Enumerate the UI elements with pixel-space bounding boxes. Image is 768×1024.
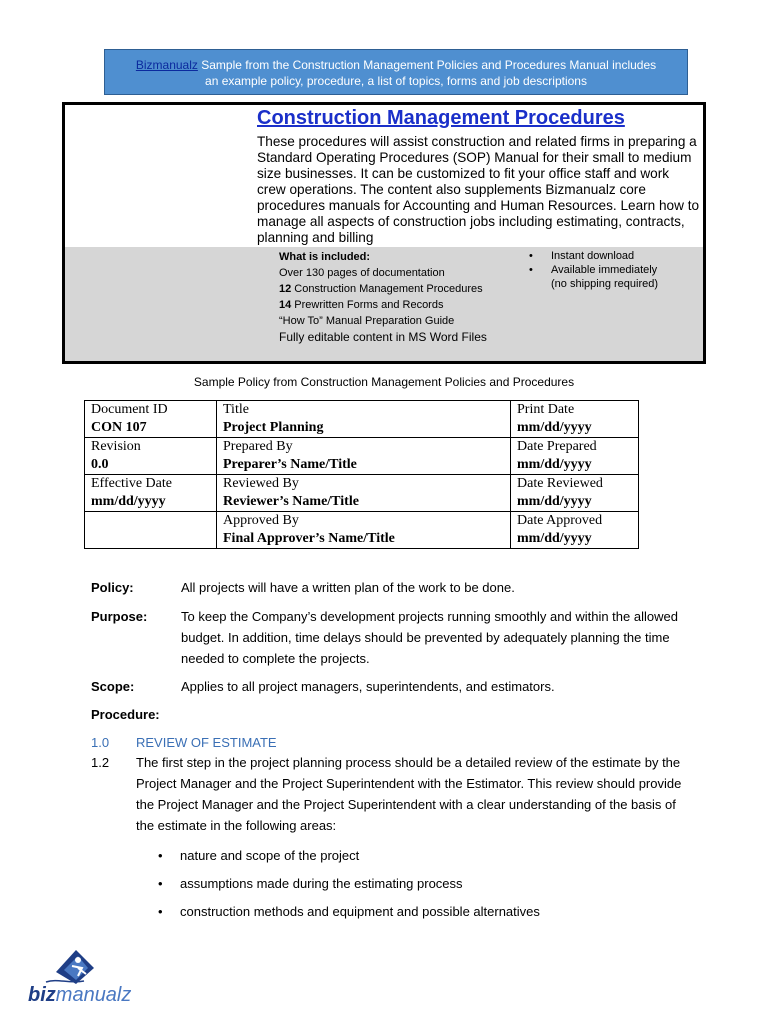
- logo-wordmark: bizmanualz: [28, 984, 132, 1006]
- banner-line-1: [105, 57, 687, 73]
- included-list: [279, 249, 487, 345]
- sample-caption: Sample Policy from Construction Management Policies and Procedures: [193, 375, 575, 389]
- table-row: [85, 401, 639, 438]
- step-title: REVIEW OF ESTIMATE: [136, 735, 277, 750]
- table-row: [85, 512, 639, 549]
- bullet-item: • Instant download: [529, 250, 635, 262]
- table-cell: Date Approved mm/dd/yyyy: [511, 512, 639, 549]
- included-heading: What is included:: [279, 251, 371, 263]
- table-cell: Document ID CON 107: [85, 401, 217, 438]
- runner-icon: [28, 948, 138, 988]
- included-item-last: Fully editable content in MS Word Files: [279, 330, 487, 344]
- step-text: The first step in the project planning process should be a detailed review of the estimate by the Project Manager and the Project Superintendent with the Estimator. This review should provide the Project Manager and the Project Superintendent with a clear understanding of the basis of the estimate in the following areas:: [136, 755, 682, 833]
- table-cell: Date Prepared mm/dd/yyyy: [511, 438, 639, 475]
- list-item: • assumptions made during the estimating process: [158, 876, 463, 891]
- step-number: 1.0: [91, 735, 110, 750]
- policy-text: All projects will have a written plan of the work to be done.: [181, 580, 515, 595]
- table-cell: Date Reviewed mm/dd/yyyy: [511, 475, 639, 512]
- banner-line-1-text: Sample from the Construction Management Policies and Procedures Manual includes: [197, 58, 657, 72]
- list-item: • nature and scope of the project: [158, 848, 360, 863]
- policy-label: Policy:: [91, 580, 134, 595]
- table-cell: Print Date mm/dd/yyyy: [511, 401, 639, 438]
- table-cell: Effective Date mm/dd/yyyy: [85, 475, 217, 512]
- estimate-areas-list: [158, 842, 540, 926]
- list-item: • construction methods and equipment and possible alternatives: [158, 904, 540, 919]
- included-item: Over 130 pages of documentation: [279, 267, 445, 279]
- table-cell: Reviewed By Reviewer’s Name/Title: [217, 475, 511, 512]
- table-row: [85, 438, 639, 475]
- purpose-text: To keep the Company’s development projects running smoothly and within the allowed budget. In addition, time delays should be prevented by adequately planning the time needed to complete the projects.: [181, 609, 678, 666]
- scope-label: Scope:: [91, 679, 135, 694]
- table-cell: Revision 0.0: [85, 438, 217, 475]
- sample-banner: [104, 49, 688, 95]
- table-cell: Approved By Final Approver’s Name/Title: [217, 512, 511, 549]
- scope-text: Applies to all project managers, superintendents, and estimators.: [181, 679, 555, 694]
- step-number: 1.2: [91, 755, 110, 770]
- promo-box: [62, 102, 706, 364]
- purpose-label: Purpose:: [91, 609, 148, 624]
- table-cell: Title Project Planning: [217, 401, 511, 438]
- promo-description: These procedures will assist construction and related firms in preparing a Standard Operating Procedures (SOP) Manual for their small to medium size businesses. It can be customized to fit your office staff and work crew operations. The content also supplements Bizmanualz core procedures manuals for Accounting and Human Resources. Learn how to manage all aspects of construction jobs including estimating, contracts, planning and billing: [257, 134, 700, 245]
- promo-features-panel: [65, 247, 703, 361]
- promo-title-link[interactable]: Construction Management Procedures: [257, 107, 625, 129]
- bizmanualz-logo: [28, 948, 138, 1010]
- table-row: [85, 475, 639, 512]
- included-item: 14 Prewritten Forms and Records: [279, 299, 444, 311]
- table-cell: [85, 512, 217, 549]
- document-info-table: [84, 400, 639, 549]
- bullet-item: • Available immediately: [529, 264, 658, 276]
- included-item: “How To” Manual Preparation Guide: [279, 315, 455, 327]
- bizmanualz-link[interactable]: Bizmanualz: [135, 58, 198, 72]
- bullet-item-continuation: (no shipping required): [551, 278, 659, 290]
- delivery-bullets: [527, 249, 658, 291]
- procedure-label: Procedure:: [91, 707, 160, 722]
- table-cell: Prepared By Preparer’s Name/Title: [217, 438, 511, 475]
- banner-line-2: an example policy, procedure, a list of topics, forms and job descriptions: [205, 74, 587, 88]
- included-item: 12 Construction Management Procedures: [279, 283, 483, 295]
